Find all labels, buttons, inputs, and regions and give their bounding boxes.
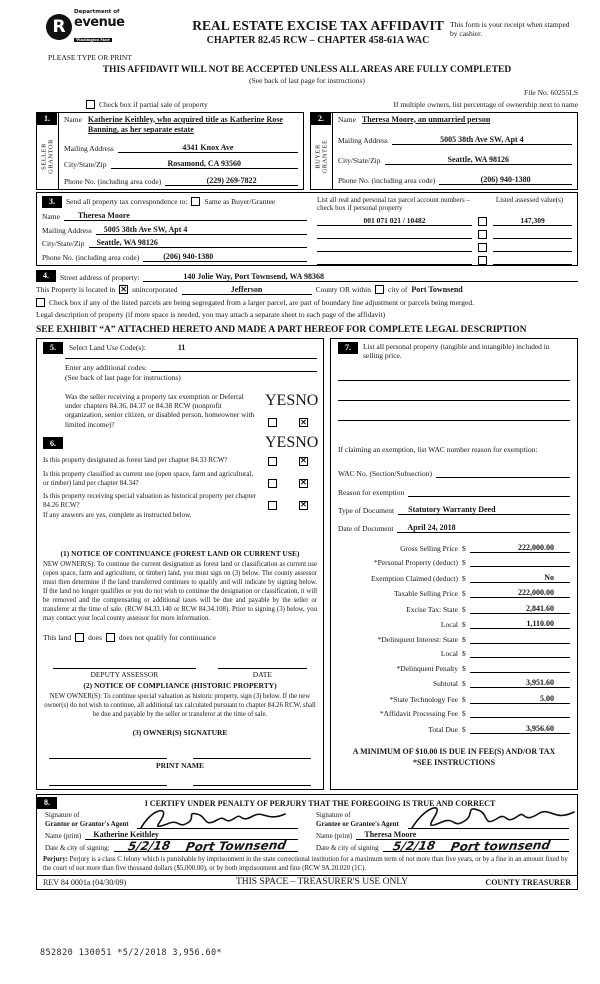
money-row: Gross Selling Price $ 222,000.00 [338, 543, 570, 553]
treasurer-use-only-label: THIS SPACE – TREASURER'S USE ONLY [235, 876, 409, 887]
correspondence-label: Send all property tax correspondence to: [66, 197, 188, 206]
notice-continuance-body: NEW OWNER(S): To continue the current designation as forest land or classification as current use (open space, farm and agriculture, or timber) land, you must sign on (3) below. The county assessor must then determine if the land transferred continues to qualify and will indicate by signing below. If the land no longer qualifies or you do not wish to continue the designation or classification, it will be removed and the compensating or additional taxes will be due and payable by the seller or transferor at the time of sale. (RCW 84.33.140 or RCW 84.34.108). Prior to signing (3) below, you may contact your local county assessor for more information. [43, 561, 317, 623]
delinquent-penalty-value[interactable] [470, 664, 570, 673]
notice-compliance-title: (2) NOTICE OF COMPLIANCE (HISTORIC PROPERTY) [83, 681, 277, 691]
parcel-row [317, 230, 572, 239]
owner-signature-line[interactable] [49, 751, 167, 759]
parcel-number-value[interactable] [317, 230, 472, 239]
section-8-badge: 8. [37, 797, 57, 809]
form-title: REAL ESTATE EXCISE TAX AFFIDAVIT [192, 18, 444, 33]
please-type-note: PLEASE TYPE OR PRINT [48, 52, 132, 62]
grantor-signature-line[interactable] [137, 811, 298, 829]
buyer-name-value[interactable]: Theresa Moore, an unmarried person [361, 114, 491, 124]
reason-value[interactable] [408, 488, 570, 497]
total-due-value[interactable]: 3,956.60 [470, 724, 570, 734]
print-name-line[interactable] [49, 778, 167, 786]
wac-value[interactable] [436, 469, 570, 478]
cashier-stamp: 852820 130051 *5/2/2018 3,956.60* [40, 948, 223, 958]
section-4-badge: 4. [36, 270, 56, 282]
city-value[interactable]: Port Townsend [411, 285, 463, 294]
historical-question: Is this property receiving special valuation as historical property per chapter 84.26 RCW? [43, 491, 257, 509]
personal-property-label: List all personal property (tangible and intangible) included in selling price. [363, 341, 550, 361]
section-1-badge: 1. [37, 113, 57, 125]
corr-phone-label: Phone No. (including area code) [42, 252, 140, 262]
unincorporated-checkbox[interactable]: ✕ [120, 284, 127, 294]
selling-price-box [330, 338, 578, 790]
buyer-mailing-label: Mailing Address [338, 136, 388, 146]
dept-of-revenue-logo [46, 10, 186, 45]
street-address-label: Street address of property: [60, 272, 140, 282]
money-row: *Personal Property (deduct) $ [338, 558, 570, 567]
yes-header: YES [265, 434, 296, 452]
same-as-buyer-label: Same as Buyer/Grantee [204, 197, 276, 206]
grantee-date-city-line[interactable] [383, 837, 569, 854]
land-use-line[interactable] [65, 358, 317, 359]
buyer-phone-value[interactable]: (206) 940-1380 [439, 175, 572, 185]
money-row: *Delinquent Interest: State $ [338, 635, 570, 644]
grantor-date-city-label: Date & city of signing: [45, 844, 110, 853]
grantor-name-print-value[interactable]: Katherine Keithley [85, 830, 298, 840]
no-header: NO [295, 434, 319, 452]
corr-city-label: City/State/Zip [42, 239, 85, 248]
grantee-signature-ink [408, 802, 578, 834]
money-row: *Delinquent Penalty $ [338, 664, 570, 673]
logo-state-text: Washington State [76, 36, 110, 42]
partial-sale-checkbox[interactable] [86, 100, 95, 109]
assessed-value-header: Listed assessed value(s) [495, 195, 564, 204]
property-location-section [36, 270, 578, 335]
city-checkbox[interactable] [375, 285, 384, 294]
parcel-number-value[interactable]: 001 071 021 / 10482 [317, 216, 472, 226]
revenue-r-icon: R [46, 14, 72, 40]
seller-name-label: Name [64, 114, 82, 124]
section-7-badge: 7. [338, 342, 358, 354]
exhibit-a-line: SEE EXHIBIT “A” ATTACHED HERETO AND MADE A PART HEREOF FOR COMPLETE LEGAL DESCRIPTION [36, 324, 527, 335]
seller-mailing-label: Mailing Address [64, 143, 114, 153]
grantee-sig-label-2: Grantee or Grantee's Agent [316, 819, 399, 828]
logo-dept-text: Department of [74, 9, 120, 15]
seller-city-value[interactable]: Rosamond, CA 93560 [111, 159, 299, 169]
owners-signature-heading: (3) OWNER(S) SIGNATURE [132, 727, 228, 737]
parcel-number-value[interactable] [317, 243, 472, 252]
seller-mailing-value[interactable]: 4341 Knox Ave [118, 143, 298, 153]
buyer-mailing-value[interactable]: 5005 38th Ave SW, Apt 4 [392, 135, 572, 145]
notice-compliance-body: NEW OWNER(S): To continue special valuation as historic property, sign (3) below. If the new owner(s) do not wish to continue, all additional tax calculated pursuant to chapter 84.26 RCW, shall be due and payable by the seller or transferor at the time of sale. [44, 693, 316, 719]
excise-tax-state-value[interactable]: 2,841.60 [470, 604, 570, 614]
grantee-signature-block [316, 811, 569, 853]
current-use-question: Is this property classified as current use (open space, farm and agricultural, or timber) land per chapter 84.34? [43, 469, 254, 487]
grantor-sig-label: Signature of [45, 811, 80, 819]
corr-city-value[interactable]: Seattle, WA 98126 [89, 238, 308, 248]
grantor-sig-label-2: Grantor or Grantor's Agent [45, 819, 129, 828]
exemption-question: Was the seller receiving a property tax exemption or Deferral under chapters 84.36, 84.37 or 84.38 RCW (nonprofit organization, senior citizen, or disabled person, homeowner with limited income)? [65, 391, 255, 429]
personal-property-checkbox[interactable] [478, 230, 487, 239]
does-checkbox[interactable] [75, 633, 84, 642]
date-of-document-label: Date of Document [338, 524, 394, 533]
current-use-no-checkbox[interactable]: ✕ [300, 478, 307, 488]
see-instructions-note: *SEE INSTRUCTIONS [412, 757, 496, 767]
money-row: Exemption Claimed (deduct) $ No [338, 573, 570, 583]
land-use-label: Select Land Use Code(s): [69, 343, 146, 352]
county-treasurer-label: COUNTY TREASURER [485, 877, 571, 887]
personal-property-checkbox[interactable] [478, 217, 487, 226]
deputy-assessor-signature-line[interactable]: DEPUTY ASSESSOR [53, 668, 196, 679]
any-yes-note: If any answers are yes, complete as instructed below. [43, 510, 192, 519]
affidavit-processing-fee-value[interactable] [470, 709, 570, 718]
located-in-label: This Property is located in [36, 285, 116, 294]
certification-box [36, 794, 578, 890]
print-name-label: PRINT NAME [156, 760, 204, 770]
exemption-claimed-value[interactable]: No [470, 573, 570, 583]
minimum-fee-note: A MINIMUM OF $10.00 IS DUE IN FEE(S) AND/OR TAX [352, 746, 556, 756]
assessed-value[interactable] [493, 243, 572, 252]
exemption-no-checkbox[interactable]: ✕ [300, 417, 307, 427]
grantee-name-print-label: Name (print) [316, 831, 353, 840]
perjury-notice: Perjury: Perjury is a class C felony which is punishable by imprisonment in the state correctional institution for a maximum term of not more than five years, or by a fine in an amount fixed by the court of not more than five thousand dollars ($5,000.00), or by both imprisonment and fine (RCW 9A.20.020 (1C). [43, 856, 568, 873]
form-revision-number: REV 84 0001a (04/30/09) [43, 877, 127, 887]
state-technology-fee-value[interactable]: 5.00 [470, 694, 570, 704]
additional-codes-value[interactable] [151, 363, 317, 372]
section-5-badge: 5. [43, 342, 63, 354]
money-row: Excise Tax: State $ 2,841.60 [338, 604, 570, 614]
current-use-yes-checkbox[interactable] [268, 479, 277, 488]
assessed-value[interactable]: 147,309 [493, 216, 572, 226]
yes-header: YES [265, 391, 296, 409]
receipt-note: This form is your receipt when stamped by cashier. [450, 20, 570, 39]
money-row: *State Technology Fee $ 5.00 [338, 694, 570, 704]
logo-revenue-text: evenue [74, 14, 125, 30]
owner-signature-line[interactable] [193, 751, 311, 759]
correspondence-box [36, 192, 578, 266]
forest-no-checkbox[interactable]: ✕ [300, 456, 307, 466]
assessed-value[interactable] [493, 256, 572, 265]
exemption-note: If claiming an exemption, list WAC number reason for exemption: [338, 445, 538, 454]
historical-no-checkbox[interactable]: ✕ [300, 500, 307, 510]
seller-phone-value[interactable]: (229) 269-7822 [165, 176, 298, 186]
same-as-buyer-checkbox[interactable] [191, 197, 200, 206]
print-name-line[interactable] [193, 778, 311, 786]
segregated-checkbox[interactable] [36, 298, 45, 307]
personal-property-deduct-value[interactable] [470, 558, 570, 567]
parcel-row [317, 243, 572, 252]
grantee-signature-line[interactable] [408, 811, 569, 829]
file-number: File No. 60255LS [524, 87, 578, 97]
warning-line: THIS AFFIDAVIT WILL NOT BE ACCEPTED UNLESS ALL AREAS ARE FULLY COMPLETED [102, 64, 512, 75]
unincorporated-label: unincorporated [132, 285, 178, 294]
buyer-box [310, 112, 578, 190]
buyer-city-value[interactable]: Seattle, WA 98126 [385, 155, 573, 165]
buyer-name-label: Name [338, 114, 356, 124]
does-not-checkbox[interactable] [106, 633, 115, 642]
grantee-date-city-label: Date & city of signing [316, 844, 379, 853]
grantor-date-handwriting: 5/2/18 [126, 838, 171, 853]
subtotal-value[interactable]: 3,951.60 [470, 678, 570, 688]
personal-property-line[interactable] [338, 412, 570, 421]
city-of-label: city of [388, 285, 408, 294]
reason-label: Reason for exemption [338, 488, 405, 497]
seller-name-value[interactable]: Katherine Keithley, who acquired title as Katherine Rose Banning, as her separate estate [87, 114, 283, 135]
form-subtitle: CHAPTER 82.45 RCW – CHAPTER 458-61A WAC [206, 35, 430, 46]
seller-phone-label: Phone No. (including area code) [64, 176, 162, 186]
does-label: does [88, 633, 102, 643]
grantor-date-city-line[interactable] [114, 837, 298, 854]
buyer-phone-label: Phone No. (including area code) [338, 176, 436, 186]
personal-property-line[interactable] [338, 392, 570, 401]
exemption-yes-checkbox[interactable] [268, 418, 277, 427]
county-value[interactable]: Jefferson [182, 285, 312, 295]
no-header: NO [295, 391, 319, 409]
corr-name-value[interactable]: Theresa Moore [64, 211, 307, 221]
historical-yes-checkbox[interactable] [268, 501, 277, 510]
grantor-signature-ink [137, 804, 297, 834]
personal-property-line[interactable] [338, 372, 570, 381]
parcel-row [317, 256, 572, 265]
corr-name-label: Name [42, 212, 60, 221]
money-row: *Affidavit Processing Fee $ [338, 709, 570, 718]
grantor-name-print-label: Name (print) [45, 831, 82, 840]
additional-codes-label: Enter any additional codes: [65, 362, 147, 372]
money-row: Local $ 1,110.00 [338, 619, 570, 629]
deputy-date-line[interactable]: DATE [218, 668, 307, 679]
date-of-document-value[interactable]: April 24, 2018 [397, 523, 570, 533]
delinquent-interest-state-value[interactable] [470, 635, 570, 644]
section-3-badge: 3. [42, 196, 62, 208]
buyer-city-label: City/State/Zip [338, 156, 381, 166]
corr-phone-value[interactable]: (206) 940-1380 [143, 252, 307, 262]
type-of-document-label: Type of Document [338, 506, 395, 515]
money-row: Subtotal $ 3,951.60 [338, 678, 570, 688]
section-2-badge: 2. [311, 113, 331, 125]
taxable-selling-price-value[interactable]: 222,000.00 [470, 588, 570, 598]
personal-property-checkbox[interactable] [478, 243, 487, 252]
forest-land-question: Is this property designated as forest land per chapter 84.33 RCW? [43, 456, 228, 465]
certify-statement: I CERTIFY UNDER PENALTY OF PERJURY THAT THE FOREGOING IS TRUE AND CORRECT [144, 798, 496, 808]
corr-mailing-label: Mailing Address [42, 225, 92, 235]
grantee-name-print-value[interactable]: Theresa Moore [356, 830, 569, 840]
parcel-number-value[interactable] [317, 256, 472, 265]
multiple-owners-note: If multiple owners, list percentage of ownership next to name [393, 99, 578, 109]
segregated-label: Check box if any of the listed parcels are being segregated from a larger parcel, are part of boundary line adjustment or parcels being merged. [49, 297, 474, 307]
this-land-label: This land [43, 633, 72, 643]
money-row: Local $ [338, 649, 570, 658]
gross-selling-price-value[interactable]: 222,000.00 [470, 543, 570, 553]
see-back-note: (See back of last page for instructions) [249, 75, 365, 85]
section-6-badge: 6. [43, 437, 63, 449]
grantee-sig-label: Signature of [316, 811, 351, 819]
partial-sale-label: Check box if partial sale of property [99, 99, 208, 109]
grantee-date-handwriting: 5/2/18 [391, 838, 437, 853]
buyer-grantee-side-label: BUYER GRANTEE [314, 139, 329, 173]
assessed-value[interactable] [493, 230, 572, 239]
land-use-value[interactable]: 11 [177, 343, 186, 352]
street-address-value[interactable]: 140 Jolie Way, Port Townsend, WA 98368 [143, 272, 578, 282]
money-row: Taxable Selling Price $ 222,000.00 [338, 588, 570, 598]
forest-yes-checkbox[interactable] [268, 457, 277, 466]
seller-grantor-side-label: SELLER GRANTOR [40, 138, 55, 174]
seller-city-label: City/State/Zip [64, 160, 107, 170]
parcel-row [317, 216, 572, 226]
grantor-city-handwriting: Port Townsend [184, 837, 287, 854]
county-or-within-label: County OR within [315, 285, 371, 294]
notice-continuance-title: (1) NOTICE OF CONTINUANCE (FOREST LAND OR CURRENT USE) [60, 549, 300, 559]
type-of-document-value[interactable]: Statutory Warranty Deed [398, 505, 570, 515]
excise-tax-local-value[interactable]: 1,110.00 [470, 619, 570, 629]
form-header [36, 0, 578, 62]
seller-box [36, 112, 304, 190]
corr-mailing-value[interactable]: 5005 38th Ave SW, Apt 4 [96, 225, 307, 235]
parcel-numbers-header: List all real and personal tax parcel account numbers – check box if personal property [317, 195, 470, 212]
grantee-city-handwriting: Port townsend [449, 837, 552, 854]
delinquent-interest-local-value[interactable] [470, 649, 570, 658]
see-back-note-2: (See back of last page for instructions) [65, 372, 181, 382]
legal-description-label: Legal description of property (if more space is needed, you may attach a separate sheet to each page of the affidavit) [36, 309, 386, 319]
does-not-label: does not qualify for continuance [118, 633, 216, 643]
wac-label: WAC No. (Section/Subsection) [338, 469, 432, 478]
grantor-signature-block [45, 811, 298, 853]
personal-property-checkbox[interactable] [478, 256, 487, 265]
money-row: Total Due $ 3,956.60 [338, 724, 570, 734]
land-use-box [36, 338, 324, 790]
